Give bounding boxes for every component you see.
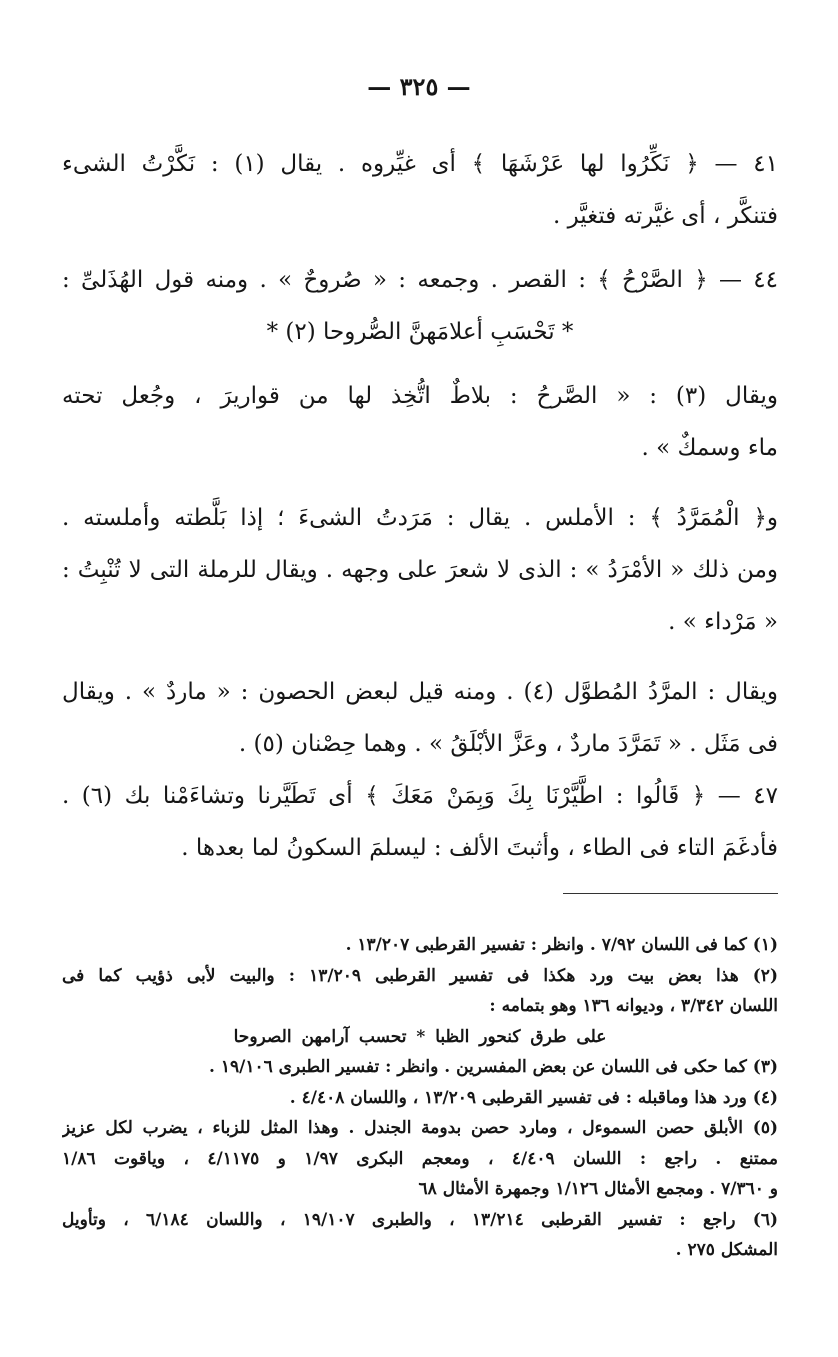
text-line-mardaa: « مَرْداء » . [668, 609, 778, 635]
main-text [62, 138, 778, 874]
text-line-47: ٤٧ — ﴿ قَالُوا : اطَّيَّرْنَا بِكَ وَبِمَنْ مَعَكَ ﴾ أى تَطَيَّرنا وتشاءَمْنا بك (٦) . [62, 783, 778, 809]
verse-line: * تَحْسَبِ أعلامَهنَّ الصُّروحا (٢) * [266, 319, 574, 345]
footnote-5-cont: ممتنع . راجع : اللسان ٤/٤٠٩ ، ومعجم البكرى ١/٩٧ و ٤/١١٧٥ ، وياقوت ١/٨٦ [62, 1148, 778, 1169]
text-line-marid: ويقال : المرَّدُ المُطوَّل (٤) . ومنه قيل لبعض الحصون : « ماردٌ » . ويقال [62, 679, 778, 705]
footnotes [62, 930, 778, 1266]
text-line-amrad: ومن ذلك « الأمْرَدُ » : الذى لا شعرَ على وجهه . ويقال للرملة التى لا تُنْبِتُ : [62, 557, 778, 583]
footnote-1: (١) كما فى اللسان ٧/٩٢ . وانظر : تفسير القرطبى ١٣/٢٠٧ . [345, 935, 778, 955]
footnote-2-verse: على طرق كنحور الظبا * تحسب آرامهن الصروحا [233, 1026, 607, 1047]
footnote-6: (٦) راجع : تفسير القرطبى ١٣/٢١٤ ، والطبرى ١٩/١٠٧ ، واللسان ٦/١٨٤ ، وتأويل [62, 1209, 778, 1230]
text-line-44: ٤٤ — ﴿ الصَّرْحُ ﴾ : القصر . وجمعه : « صُروحٌ » . ومنه قول الهُذَلىِّ : [62, 267, 778, 293]
footnote-5-cont2: و ٧/٣٦٠ . ومجمع الأمثال ١/١٢٦ وجمهرة الأمثال ٦٨ [418, 1179, 778, 1199]
text-line-41-cont: فتنكَّر ، أى غيَّرته فتغيَّر . [552, 203, 778, 229]
footnote-4: (٤) ورد هذا وماقبله : فى تفسير القرطبى ١٣/٢٠٩ ، واللسان ٤/٤٠٨ . [289, 1087, 778, 1108]
text-line-41: ٤١ — ﴿ نَكِّرُوا لها عَرْشَهَا ﴾ أى غيِّروه . يقال (١) : نَكَّرْتُ الشىء [62, 151, 778, 177]
footnote-2: (٢) هذا بعض بيت ورد هكذا فى تفسير القرطبى ١٣/٢٠٩ : والبيت لأبى ذؤيب كما فى [62, 965, 778, 986]
footnote-5: (٥) الأبلق حصن السموءل ، ومارد حصن بدومة الجندل . وهذا المثل للزباء ، يضرب لكل عزيز [62, 1118, 778, 1138]
text-line-sarh-cont: ماء وسمكٌ » . [641, 435, 778, 461]
footnote-2-cont: اللسان ٣/٣٤٢ ، وديوانه ١٣٦ وهو بتمامه : [489, 996, 778, 1016]
footnote-separator [563, 893, 778, 894]
page-number: — ٣٢٥ — [367, 72, 471, 101]
footnote-3: (٣) كما حكى فى اللسان عن بعض المفسرين . وانظر : تفسير الطبرى ١٩/١٠٦ . [209, 1057, 778, 1077]
text-line-47-cont: فأدغَمَ التاء فى الطاء ، وأثبتَ الألف : ليسلمَ السكونُ لما بعدها . [181, 835, 778, 861]
text-line-mumarrad: و﴿ الْمُمَرَّدُ ﴾ : الأملس . يقال : مَرَدتُ الشىءَ ؛ إذا بَلَّطته وأملسته . [62, 505, 778, 531]
text-line-sarh: ويقال (٣) : « الصَّرحُ : بلاطٌ اتُّخِذ لها من قواريرَ ، وجُعل تحته [62, 383, 778, 409]
footnote-6-cont: المشكل ٢٧٥ . [675, 1240, 778, 1260]
text-line-mathal: فى مَثَل . « تَمَرَّدَ ماردٌ ، وعَزَّ الأبْلَقُ » . وهما حِصْنان (٥) . [238, 731, 778, 757]
